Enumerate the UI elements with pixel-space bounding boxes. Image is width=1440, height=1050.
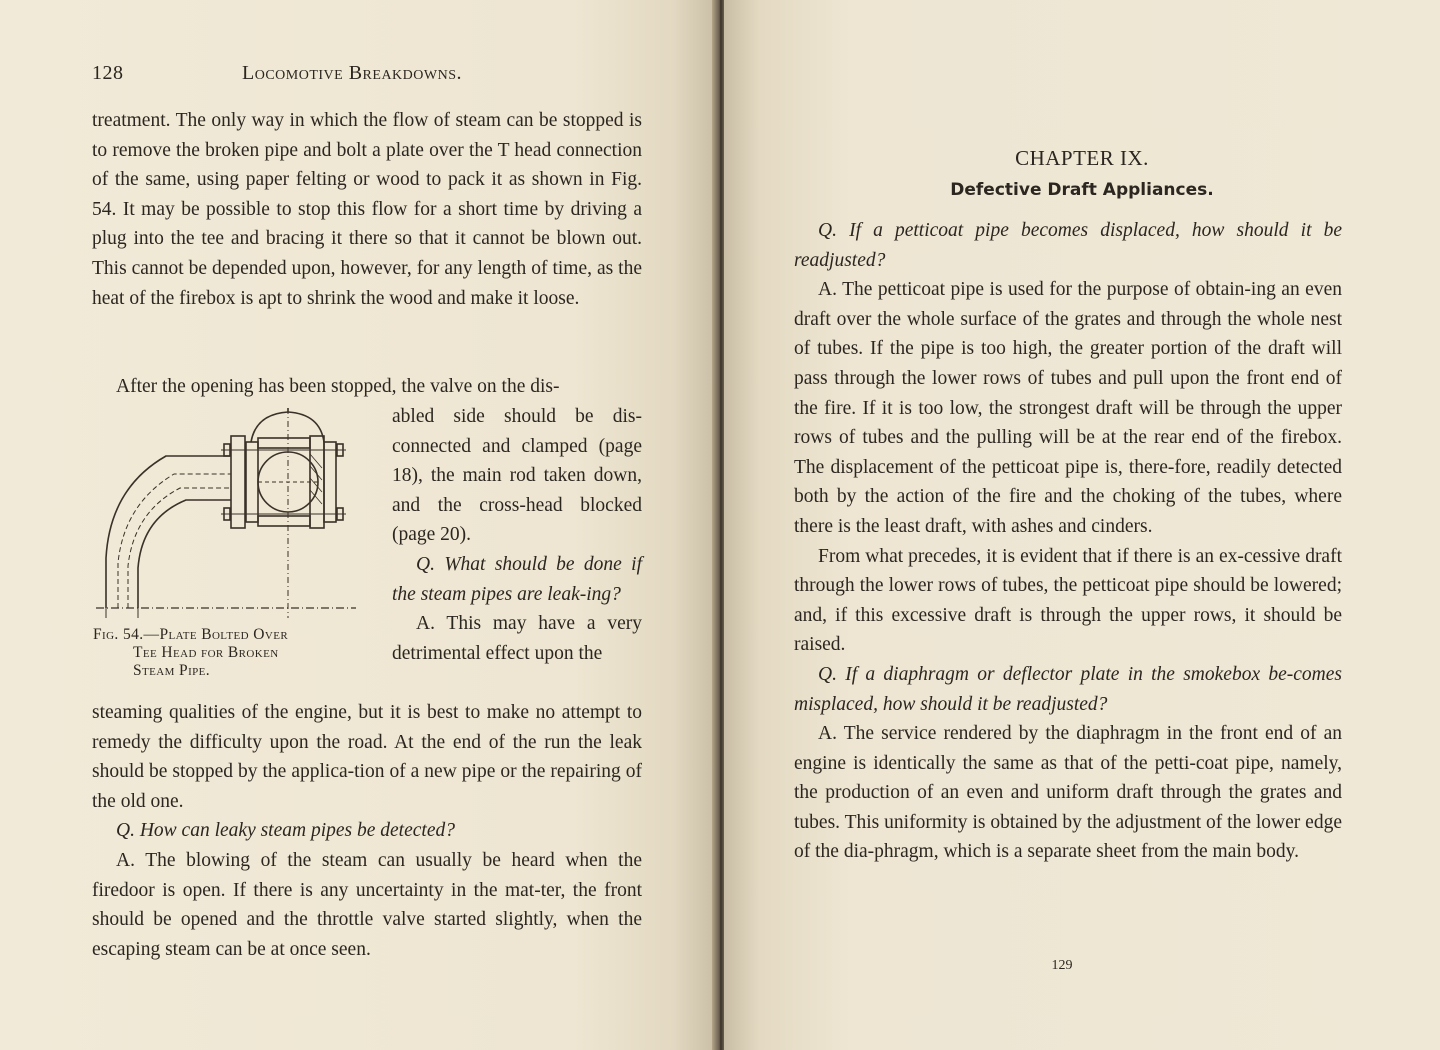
- q-label: Q.: [818, 220, 837, 241]
- q-label: Q.: [818, 663, 837, 685]
- a-label: A.: [818, 723, 837, 745]
- question-1: [794, 216, 1342, 275]
- question-2: [794, 660, 1342, 719]
- answer-1-rest: steaming qualities of the engine, but it is best to make no attempt to remedy the difficulty upon the road. At the end of the run the leak should be stopped by the applica-tion of a new pipe or the repairing of the old one.: [92, 702, 642, 812]
- q-text: How can leaky steam pipes be detected?: [139, 820, 455, 842]
- left-paragraph-2-start: [92, 372, 642, 402]
- a-label: A.: [818, 279, 837, 301]
- answer-1-start: [392, 609, 642, 668]
- q-text: If a petticoat pipe becomes displaced, how should it be readjusted?: [794, 220, 1342, 271]
- chapter-subtitle: Defective Draft Appliances.: [950, 180, 1214, 200]
- steam-pipe-figure: [96, 408, 366, 618]
- caption-line-2: Tee Head for Broken: [133, 644, 279, 661]
- paragraph-text: treatment. The only way in which the flow of steam can be stopped is to remove the broken pipe and bolt a plate over the T head connection of the same, using paper felting or wood to pack it as shown in Fig. 54. It may be possible to stop this flow for a short time by driving a plug into the tee and bracing it there so that it cannot be blown out. This cannot be depended upon, however, for any length of time, as the heat of the firebox is apt to shrink the wood and make it loose.: [92, 110, 642, 309]
- chapter-heading: CHAPTER IX.: [1015, 146, 1149, 170]
- answer-2: [794, 719, 1342, 867]
- page-number: 128: [92, 62, 124, 84]
- answer-1: [794, 275, 1342, 541]
- paragraph-text: abled side should be dis-connected and clamped (page 18), the main rod taken down, and the cross-head blocked (page 20).: [392, 406, 642, 546]
- q-text: What should be done if the steam pipes are leak-ing?: [392, 553, 642, 605]
- paragraph-text: After the opening has been stopped, the valve on the dis-: [116, 376, 560, 397]
- running-title: Locomotive Breakdowns.: [242, 62, 462, 84]
- question-1: [392, 550, 642, 609]
- a-label: A.: [116, 849, 135, 871]
- page-number-right: 129: [1051, 958, 1073, 973]
- caption-line-1: Fig. 54.—Plate Bolted Over: [93, 626, 289, 643]
- running-head: [92, 62, 652, 90]
- right-body: [794, 216, 1342, 867]
- a-label: A.: [416, 613, 435, 635]
- q-label: Q.: [416, 553, 435, 575]
- caption-line-3: Steam Pipe.: [133, 662, 211, 679]
- figure-caption: [93, 626, 363, 680]
- q-label: Q.: [116, 820, 135, 842]
- question-2: [92, 816, 642, 846]
- q-text: If a diaphragm or deflector plate in the smokebox be-comes misplaced, how should it be readjusted?: [794, 663, 1342, 715]
- paragraph-2: From what precedes, it is evident that if there is an ex-cessive draft through the lower rows of tubes, the petticoat pipe should be lowered; and, if this excessive draft is through the upper rows, it should be raised.: [794, 545, 1342, 656]
- a-text: The petticoat pipe is used for the purpose of obtain-ing an even draft over the whole surface of the grates and through the whole nest of tubes. If the pipe is too high, the greater portion of the draft will pass through the lower rows of tubes and pull upon the front end of the fire. If it is too low, the strongest draft will be through the upper rows of tubes and the pulling will be at the rear end of the firebox. The displacement of the petticoat pipe is, there-fore, readily detected both by the action of the fire and the choking of the tubes, where there is the least draft, with ashes and cinders.: [794, 279, 1342, 537]
- left-bottom-column: [92, 698, 642, 964]
- left-side-column: [392, 402, 642, 668]
- a-text: This may have a very detrimental effect upon the: [392, 613, 642, 664]
- left-paragraph-1: [92, 106, 642, 313]
- a-text: The blowing of the steam can usually be heard when the firedoor is open. If there is any uncertainty in the mat-ter, the front should be opened and the throttle valve started slightly, when the escaping steam can be at once seen.: [92, 849, 642, 960]
- a-text: The service rendered by the diaphragm in the front end of an engine is identically the same as that of the petti-coat pipe, namely, the production of an even and uniform draft through the grates and tubes. This uniformity is obtained by the adjustment of the lower edge of the dia-phragm, which is a separate sheet from the main body.: [794, 723, 1342, 863]
- answer-2: [92, 846, 642, 964]
